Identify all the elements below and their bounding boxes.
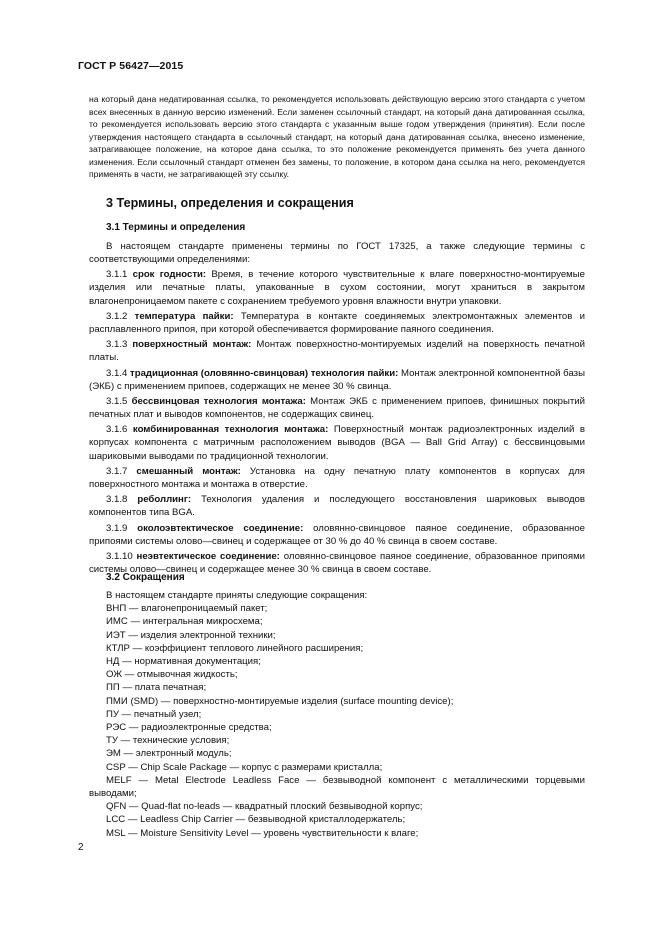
term-name: традиционная (оловянно-свинцовая) технология пайки: <box>130 367 399 379</box>
term-definition: оловянно-свинцовое паяное соединение, образованное припоями системы олово—свинец и содержащее менее 30 % свинца в своем составе. <box>89 550 586 576</box>
term-definition: Технология удаления и последующего восстановления шариковых выводов компонентов типа BGA. <box>89 494 585 519</box>
intro-paragraph <box>89 93 585 181</box>
abbreviations-block <box>89 589 585 840</box>
term-item <box>89 493 585 519</box>
term-definition: Монтаж электронной компонентной базы (ЭКБ) с применением припоев, содержащих не менее 30 % свинца. <box>89 367 585 392</box>
term-number: 3.1.6 <box>106 424 128 436</box>
term-number: 3.1.1 <box>106 269 128 281</box>
term-definition: Монтаж поверхностно-монтируемых изделий на поверхность печатной платы. <box>89 339 585 364</box>
abbr-item: QFN — Quad-flat no-leads — квадратный плоский безвыводной корпус; <box>106 801 423 813</box>
abbr-item: MSL — Moisture Sensitivity Level — уровень чувствительности к влаге; <box>106 827 419 839</box>
term-name: бессвинцовая технология монтажа: <box>131 395 306 407</box>
term-definition: Поверхностный монтаж радиоэлектронных изделий в корпусах компонента с матричным расположением выводов (BGA — Ball Grid Array) с бессвинцовыми шариковыми выводами по традиционной технологии. <box>89 424 586 462</box>
terms-block <box>89 240 585 578</box>
term-name: комбинированная технология монтажа: <box>132 424 329 436</box>
term-number: 3.1.3 <box>106 339 128 351</box>
subsection-title-abbr: 3.2 Сокращения <box>106 572 185 583</box>
term-definition: Время, в течение которого чувствительные к влаге поверхностно-монтируемые изделия или печатные платы, упакованные в сухом состоянии, могут храниться в закрытом влагонепроницаемом пакете с сохранением требуемого уровня влажности внутри упаковки. <box>89 269 585 307</box>
section-title: 3 Термины, определения и сокращения <box>106 196 354 210</box>
abbr-item: ПУ — печатный узел; <box>106 708 202 720</box>
term-name: поверхностный монтаж: <box>132 339 252 351</box>
term-item <box>89 395 585 421</box>
term-name: температура пайки: <box>134 310 234 322</box>
abbr-item: MELF — Metal Electrode Leadless Face — безвыводной компонент с металлическими торцевыми выводами; <box>89 774 585 800</box>
term-item <box>89 367 585 393</box>
abbr-list <box>89 602 585 840</box>
term-number: 3.1.10 <box>106 550 133 562</box>
abbr-item: РЭС — радиоэлектронные средства; <box>106 722 272 734</box>
term-number: 3.1.5 <box>106 395 128 407</box>
abbr-item: ТУ — технические условия; <box>106 735 230 747</box>
abbr-item: ОЖ — отмывочная жидкость; <box>106 669 238 681</box>
term-item <box>89 268 585 307</box>
term-name: околоэвтектическое соединение: <box>137 522 304 534</box>
term-definition: Температура в контакте соединяемых электромонтажных элементов и расплавленного припоя, при которой обеспечивается формирование паяного соединения. <box>89 310 586 335</box>
abbr-intro: В настоящем стандарте приняты следующие сокращения: <box>106 590 368 601</box>
intro-text: на который дана недатированная ссылка, то рекомендуется использовать действующую версию этого стандарта с учетом всех внесенных в данную версию изменений. Если заменен ссылочный стандарт, на который дана датированная ссылка, то рекомендуется использовать версию этого стандарта с указанным выше годом утверждения (принятия). Если после утверждения настоящего стандарта в ссылочный стандарт, на который дана датированная ссылка, внесено изменение, затрагивающее положение, на которое дана ссылка, то это положение рекомендуется применять без учета данного изменения. Если ссылочный стандарт отменен без замены, то положение, в котором дана ссылка на него, рекомендуется применять в части, не затрагивающей эту ссылку. <box>89 94 585 179</box>
term-name: смешанный монтаж: <box>136 465 241 477</box>
term-item <box>89 465 585 491</box>
abbr-item: КТЛР — коэффициент теплового линейного расширения; <box>106 642 364 654</box>
document-id-header: ГОСТ Р 56427—2015 <box>78 60 184 72</box>
term-number: 3.1.7 <box>106 465 128 477</box>
term-number: 3.1.9 <box>106 522 128 534</box>
term-item <box>89 522 585 548</box>
term-number: 3.1.4 <box>106 367 128 379</box>
term-name: реболлинг: <box>137 494 192 506</box>
term-item <box>89 310 585 336</box>
term-name: срок годности: <box>132 269 207 281</box>
subsection-title-terms: 3.1 Термины и определения <box>106 222 246 233</box>
page-number: 2 <box>78 842 84 853</box>
terms-list <box>89 268 585 576</box>
abbr-item: LCC — Leadless Chip Carrier — безвыводной кристаллодержатель; <box>106 814 406 826</box>
term-item <box>89 423 585 462</box>
term-name: неэвтектическое соединение: <box>136 550 280 562</box>
term-number: 3.1.2 <box>106 310 128 322</box>
abbr-item: CSP — Chip Scale Package — корпус с размерами кристалла; <box>106 761 383 773</box>
term-definition: Монтаж ЭКБ с применением припоев, финишных покрытий печатных плат и выводов компонентов, не содержащих свинец. <box>89 395 585 421</box>
abbr-item: ПМИ (SMD) — поверхностно-монтируемые изделия (surface mounting device); <box>106 695 454 707</box>
terms-intro: В настоящем стандарте применены термины по ГОСТ 17325, а также следующие термины с соответствующими определениями: <box>89 241 585 266</box>
abbr-item: ИМС — интегральная микросхема; <box>106 616 263 628</box>
abbr-item: ЭМ — электронный модуль; <box>106 748 232 760</box>
term-number: 3.1.8 <box>106 494 128 506</box>
term-definition: Установка на одну печатную плату компонентов в корпусах для поверхностного монтажа и монтажа в отверстие. <box>89 465 585 490</box>
abbr-item: ВНП — влагонепроницаемый пакет; <box>106 603 268 615</box>
term-item <box>89 338 585 364</box>
abbr-item: ПП — плата печатная; <box>106 682 207 694</box>
abbr-item: ИЭТ — изделия электронной техники; <box>106 629 276 641</box>
term-definition: оловянно-свинцовое паяное соединение, образованное припоями системы олово—свинец и содержащее от 30 % до 40 % свинца в своем составе. <box>89 522 586 547</box>
abbr-item: НД — нормативная документация; <box>106 656 261 668</box>
